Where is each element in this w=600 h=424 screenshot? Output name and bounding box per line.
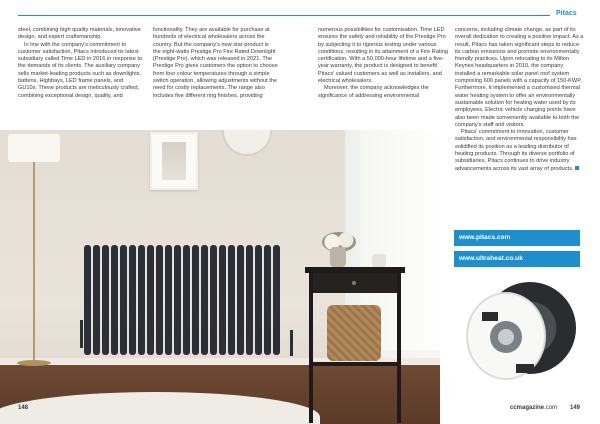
table-leg	[397, 273, 401, 423]
table-leg	[309, 273, 313, 423]
candle-jar	[372, 254, 386, 267]
section-brand-tag: Pitacs	[556, 10, 577, 17]
paragraph: In line with the company's commitment to customer satisfaction, Pitacs introduced its latest subsidiary called Time LED in 2016 in response to the demands of its clients. The auxiliary company sells market-leading products such as downlights, battens, Highbays, LED frame panels, and GU10s. These products are meticulously crafted, combining exceptional design, quality, and	[18, 41, 143, 99]
reel-flange	[466, 292, 546, 380]
link-pitacs[interactable]: www.pitacs.com	[454, 230, 580, 246]
page-number-right: 149	[570, 405, 581, 411]
frame-artwork	[162, 142, 186, 180]
cable-reel-photo	[466, 282, 582, 382]
floor-lamp-pole	[33, 162, 35, 362]
radiator-valve-right	[290, 330, 293, 356]
header-rule	[18, 15, 550, 16]
paragraph: concerns, including climate change, as part of its overall dedication to creating a positive impact. As a result, Pitacs has taken significant steps to reduce its carbon emissions and promote environmentally friendly practices. Upon relocating to its Milton Keynes headquarters in 2010, the company installed a remarkable solar panel roof system comprising 600 panels with a capacity of 150-KWP. Furthermore, it implemented a customised thermal water heating system to offer an environmentally sustainable solution for heating water used by its employees. Electric vehicle charging points have also been made conveniently available to both the company's staff and visitors.	[455, 27, 584, 128]
radiator-valve-left	[80, 320, 83, 348]
side-table-shelf	[309, 362, 401, 366]
paragraph-text: Pitacs' commitment to innovation, customer satisfaction, and environmental responsibility has solidified its position as a leading distributor of heating products. Through its diverse portfolio of subsidiaries, Pitacs continues to drive industry advancements across its vast array of products.	[455, 129, 577, 172]
text-column-4	[455, 27, 585, 173]
site-name: ccmagazine	[510, 405, 545, 411]
paragraph: functionality. They are available for purchase at hundreds of electrical wholesalers across the country. But the company's new star-product is the eight-watts Prestige Pro Fire Rated Downlight (Prestige Pro), which was released in 2021. The Prestige Pro gives customers the option to choose from four colour temperatures through a simple switch operation, allowing adjustments without the need for costly replacements. The range also includes five different ring finishes, providing	[153, 27, 278, 99]
paragraph: steel, combining high quality materials, innovative design, and expert craftsmanship.	[18, 27, 141, 41]
reel-label	[482, 312, 498, 321]
wall-picture-frame	[150, 132, 198, 190]
reel-label	[516, 364, 534, 373]
round-mirror	[222, 130, 272, 156]
reel-hub	[490, 321, 522, 353]
vase	[330, 247, 346, 267]
drawer-knob	[352, 281, 356, 285]
column-radiator	[84, 245, 284, 355]
text-column-1	[18, 27, 143, 100]
paragraph	[455, 129, 585, 173]
website-links	[454, 230, 580, 272]
radiator-room-photo	[0, 130, 440, 424]
square-bullet-icon	[575, 166, 579, 170]
paragraph: numerous possibilities for customisation. Time LED ensures the safety and reliability of the Prestige Pro by subjecting it to rigorous testing under various conditions, resulting in its attainment of a Fire Rating certification. With a 50,000-hour lifetime and a five-year warranty, the product is designed to benefit Pitacs' valued customers as well as installers, and electrical wholesalers.	[318, 27, 448, 85]
page-number-left: 148	[18, 405, 29, 411]
link-ultraheat[interactable]: www.ultraheat.co.uk	[454, 251, 580, 267]
site-domain: .com	[544, 405, 558, 411]
wicker-basket	[327, 305, 381, 361]
text-column-3	[318, 27, 448, 100]
floor-lamp-base	[17, 360, 51, 366]
floor-lamp-shade	[8, 134, 60, 162]
text-column-2	[153, 27, 278, 100]
magazine-site	[510, 405, 557, 411]
paragraph: Moreover, the company acknowledges the significance of addressing environmental	[318, 85, 429, 99]
